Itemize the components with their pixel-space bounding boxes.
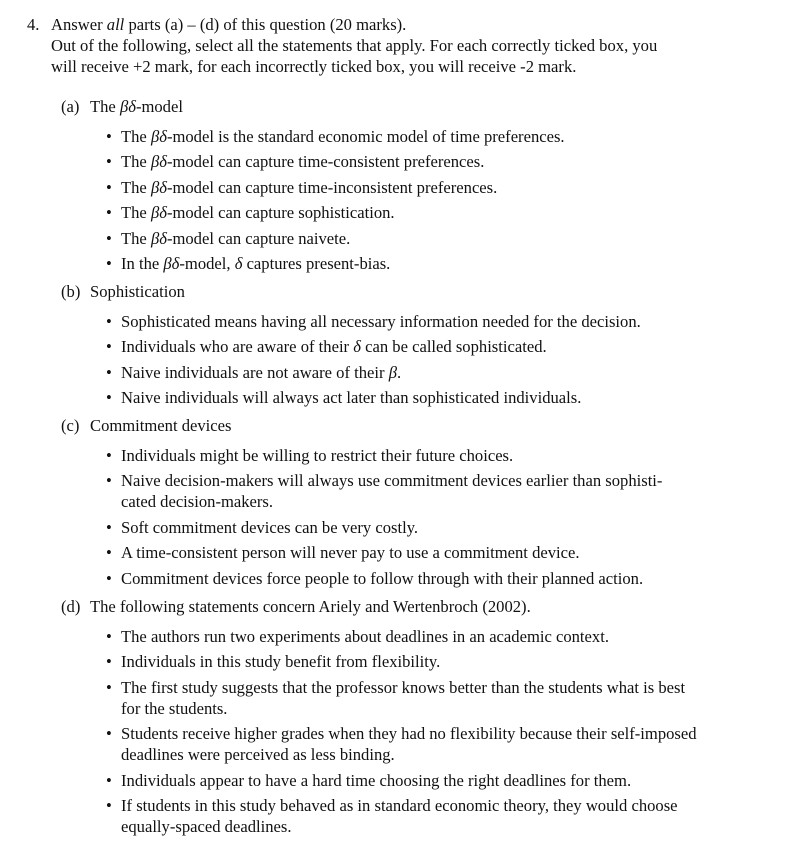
statement-text: Naive individuals are not aware of their β. — [121, 362, 402, 382]
bullet-icon: • — [106, 311, 112, 331]
bullet-icon: • — [106, 517, 112, 537]
statement-text: Commitment devices force people to follow through with their planned action. — [121, 568, 644, 588]
question-heading — [27, 14, 406, 35]
statement-text: Individuals who are aware of their δ can be called sophisticated. — [121, 337, 547, 356]
part-c — [61, 415, 761, 589]
statement-text: Naive individuals will always act later than sophisticated individuals. — [121, 388, 582, 407]
part-title — [61, 96, 761, 117]
statement-text: The βδ-model can capture time-inconsistent preferences. — [121, 177, 498, 197]
part-title-text: The βδ-model — [90, 97, 183, 116]
part-a — [61, 96, 761, 274]
bullet-icon: • — [106, 652, 112, 671]
bullet-icon: • — [106, 677, 112, 697]
bullet-icon: • — [106, 388, 112, 407]
statement-text: cated decision-makers. — [121, 492, 274, 511]
statement-text: Sophisticated means having all necessary information needed for the decision. — [121, 311, 641, 331]
part-title — [61, 281, 761, 302]
statement-text: The βδ-model can capture naivete. — [121, 228, 351, 248]
statement-item — [61, 311, 761, 332]
statement-text: equally-spaced deadlines. — [121, 817, 292, 836]
bullet-icon: • — [106, 543, 112, 562]
statement-item — [61, 626, 761, 647]
statement-text: Naive decision-makers will always use commitment devices earlier than sophisti- — [121, 471, 663, 490]
statement-text: If students in this study behaved as in standard economic theory, they would choose — [121, 796, 678, 815]
part-label: (b) — [61, 282, 81, 301]
statement-list — [61, 126, 761, 275]
part-label: (a) — [61, 97, 80, 116]
statement-text: deadlines were perceived as less binding. — [121, 745, 395, 764]
statement-item — [61, 177, 761, 198]
bullet-icon: • — [106, 568, 112, 588]
part-title-text: Commitment devices — [90, 416, 232, 435]
statement-item — [61, 770, 761, 791]
part-d — [61, 596, 761, 837]
statement-item — [61, 677, 761, 719]
statement-text: The authors run two experiments about deadlines in an academic context. — [121, 626, 609, 646]
bullet-icon: • — [106, 228, 112, 248]
statement-item — [61, 362, 761, 383]
bullet-icon: • — [106, 177, 112, 197]
question-line-all: all — [106, 15, 125, 34]
statement-text: Individuals might be willing to restrict their future choices. — [121, 445, 514, 465]
question-number: 4. — [27, 15, 40, 34]
bullet-icon: • — [106, 337, 112, 356]
question-intro — [51, 35, 751, 77]
intro-line-1: Out of the following, select all the statements that apply. For each correctly ticked box, you — [51, 36, 658, 55]
statement-text: The βδ-model can capture sophistication. — [121, 203, 395, 222]
statement-text: Soft commitment devices can be very costly. — [121, 517, 419, 537]
question-line-b: parts (a) – (d) of this question (20 marks). — [124, 15, 407, 34]
statement-item — [61, 723, 761, 765]
statement-text: for the students. — [121, 698, 228, 718]
bullet-icon: • — [106, 724, 112, 743]
bullet-icon: • — [106, 796, 112, 815]
bullet-icon: • — [106, 770, 112, 790]
statement-text: Individuals appear to have a hard time choosing the right deadlines for them. — [121, 770, 632, 790]
statement-list — [61, 445, 761, 589]
statement-text: The βδ-model is the standard economic model of time preferences. — [121, 126, 565, 146]
statement-item — [61, 651, 761, 672]
bullet-icon: • — [106, 254, 112, 273]
part-label: (c) — [61, 416, 80, 435]
part-title-text: Sophistication — [90, 282, 185, 301]
bullet-icon: • — [106, 445, 112, 465]
statement-item — [61, 253, 761, 274]
statement-item — [61, 542, 761, 563]
statement-item — [61, 568, 761, 589]
part-title-text: The following statements concern Ariely and Wertenbroch (2002). — [90, 597, 531, 616]
part-title — [61, 596, 761, 617]
question-line-a: Answer — [51, 15, 107, 34]
statement-item — [61, 126, 761, 147]
statement-item — [61, 202, 761, 223]
statement-list — [61, 311, 761, 409]
part-label: (d) — [61, 597, 81, 616]
statement-item — [61, 387, 761, 408]
statement-item — [61, 795, 761, 837]
bullet-icon: • — [106, 362, 112, 382]
bullet-icon: • — [106, 471, 112, 490]
statement-item — [61, 336, 761, 357]
bullet-icon: • — [106, 203, 112, 222]
bullet-icon: • — [106, 126, 112, 146]
statement-item — [61, 445, 761, 466]
part-title — [61, 415, 761, 436]
bullet-icon: • — [106, 626, 112, 646]
statement-list — [61, 626, 761, 838]
statement-item — [61, 470, 761, 512]
intro-line-2: will receive +2 mark, for each incorrectly ticked box, you will receive -2 mark. — [51, 57, 577, 76]
statement-text: The first study suggests that the professor knows better than the students what is best — [121, 677, 686, 697]
bullet-icon: • — [106, 152, 112, 171]
statement-text: A time-consistent person will never pay to use a commitment device. — [121, 543, 580, 562]
statement-text: Students receive higher grades when they had no flexibility because their self-imposed — [121, 724, 697, 743]
statement-item — [61, 151, 761, 172]
statement-item — [61, 517, 761, 538]
statement-text: In the βδ-model, δ captures present-bias. — [121, 254, 391, 273]
statement-text: Individuals in this study benefit from flexibility. — [121, 652, 441, 671]
statement-item — [61, 228, 761, 249]
part-b — [61, 281, 761, 408]
statement-text: The βδ-model can capture time-consistent preferences. — [121, 152, 485, 171]
